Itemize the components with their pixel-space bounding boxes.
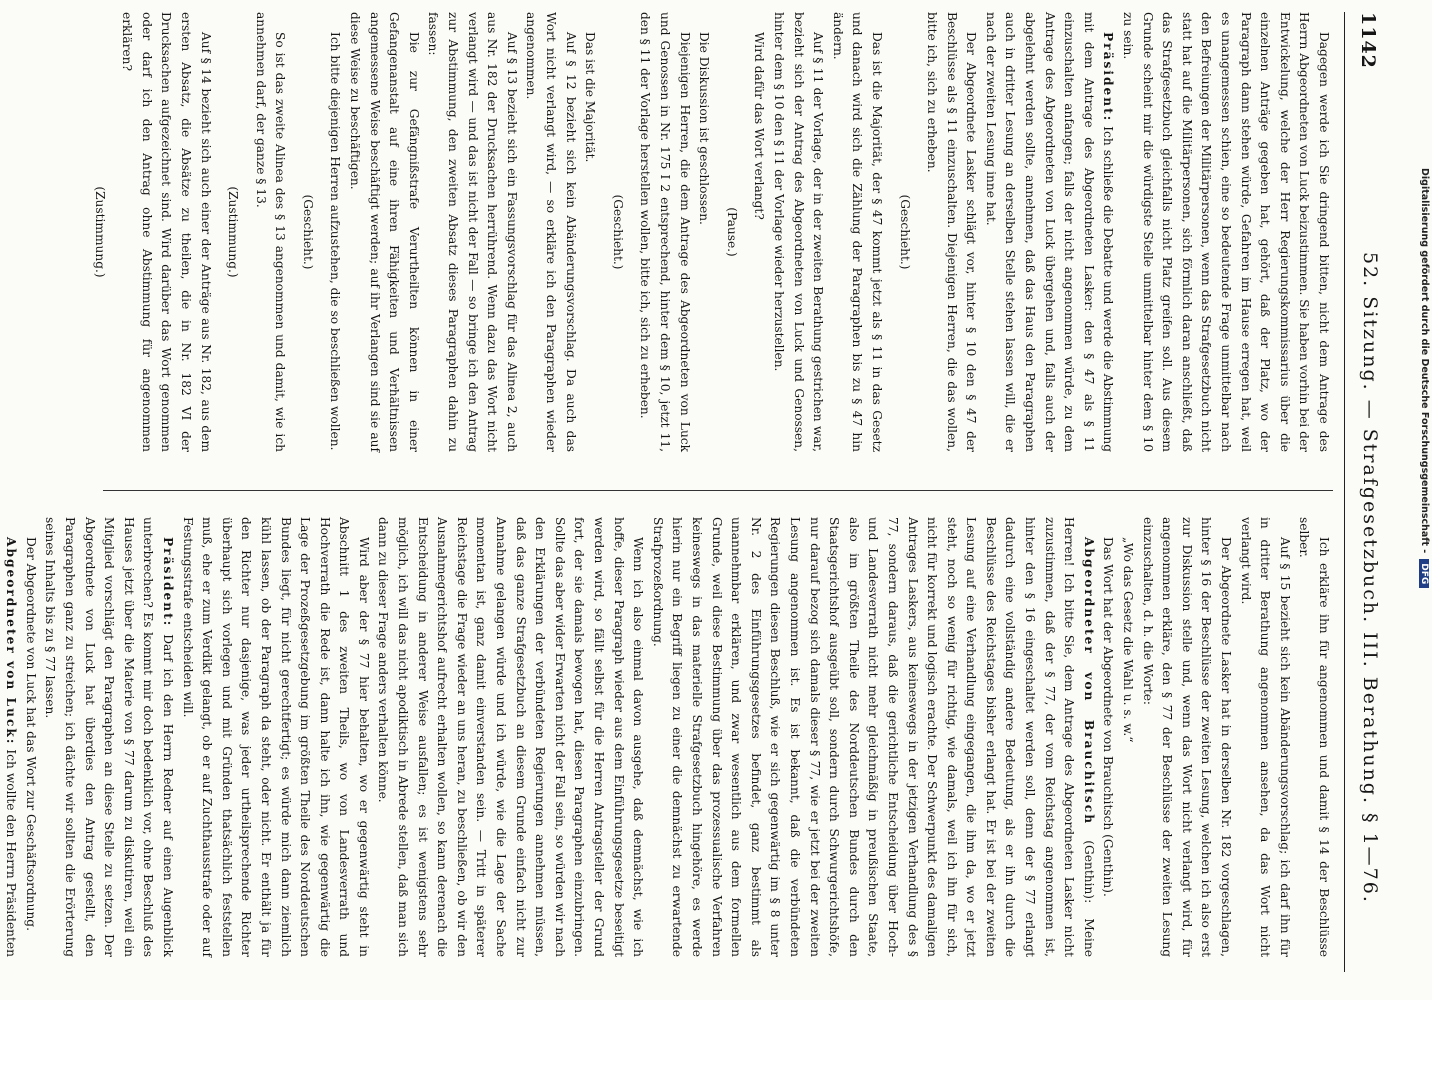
running-title: 52. Sitzung. — Strafgesetzbuch. III. Berathung. § 1—76. (1359, 252, 1381, 904)
paragraph (1235, 517, 1294, 957)
speaker-name: Präsident: (160, 537, 175, 628)
paragraph-text: Auf § 14 bezieht sich auch einer der Anträge aus Nr. 182, aus dem ersten Absatz, die Absätze zu theilen, die in Nr. 182 VI der Drucksachen aufgezeichnet sind. Wird darüber das Wort genommen oder darf ich den Antrag ohne Abstimmung für angenommen erklären? (120, 12, 213, 452)
paragraph (521, 12, 580, 452)
speaker-name: Abgeordneter von Luck: (4, 537, 19, 746)
paragraph-text: Der Abgeordnete Lasker hat in derselben Nr. 182 vorgeschlagen, hinter § 16 der Beschlüsse der zweiten Lesung, welchen ich also erst zur Diskussion stelle und, wenn das Wort nicht verlangt wird, für angenommen erkläre, den § 77 der Beschlüsse der zweiten Lesung einzuschalten, d. h. die Worte: (1140, 517, 1234, 957)
dfg-logo: DFG (1419, 559, 1429, 588)
right-column (4, 517, 1333, 958)
paragraph-text: Das ist die Majorität. (583, 32, 598, 163)
paragraph (635, 12, 694, 452)
paragraph-text: Ich bitte diejenigen Herren aufzustehen, die so beschließen wollen. (328, 32, 343, 451)
paragraph (177, 517, 373, 957)
paragraph-text: (Zustimmung.) (92, 186, 107, 278)
speaker-name: Abgeordneter von Brauchitsch (1081, 537, 1096, 826)
paragraph-text: Auf § 13 bezieht sich ein Fassungsvorschlag für das Alinea 2, auch aus Nr. 182 der Drucksachen herrührend. Wenn dazu das Wort nicht verlangt wird — und das ist nicht der Fall — so bringe ich den Antrag zur Abstimmung, den zweiten Absatz dieses Paragraphen dahin zu fassen: (426, 12, 519, 452)
paragraph-text: Der Abgeordnete Lasker schlägt vor, hinter § 10 den § 47 der Beschlüsse als § 11 einzuschalten. Diejenigen Herren, die das wollen, bitte ich, sich zu erheben. (925, 12, 979, 452)
paragraph-text: Das Wort hat der Abgeordnete von Brauchitsch (Genthin). (1101, 537, 1116, 897)
paragraph-text: Ich schließe die Debatte und werde die Abstimmung mit dem Antrage des Abgeordneten Lasker: den § 47 als § 11 einzuschalten anfangen; falls der nicht angenommen würde, zu dem Antrage des Abgeordneten von Luck übergehen und, falls auch der abgelehnt werden sollte, annehmen, daß das Haus den Paragraphen auch in dritter Lesung an derselben Stelle stehen lassen will, die er nach der zweiten Lesung inne hat. (983, 12, 1116, 452)
paragraph (20, 517, 40, 957)
paragraph-text: Wird dafür das Wort verlangt? (752, 32, 767, 220)
paragraph (373, 517, 647, 957)
paragraph (694, 12, 714, 452)
paragraph (0, 517, 20, 957)
stage-direction (894, 12, 914, 452)
paragraph-text: Der Abgeordnete von Luck hat das Wort zur Geschäftsordnung. (23, 537, 38, 931)
paragraph (749, 12, 769, 452)
paragraph-text: Auf § 15 bezieht sich kein Abänderungsvorschlag; ich darf ihn für in dritter Berathung angenommen ansehen, da das Wort nicht verlangt wird. (1238, 517, 1292, 957)
paragraph-text: (Zustimmung.) (226, 186, 241, 278)
paragraph-text: Die Diskussion ist geschlossen. (697, 32, 712, 225)
paragraph (922, 12, 981, 452)
paragraph (768, 12, 827, 452)
left-column (83, 12, 1333, 452)
paragraph (345, 12, 423, 452)
paragraph (647, 517, 1098, 957)
paragraph (1098, 517, 1118, 957)
paragraph (1117, 12, 1333, 452)
stage-direction (721, 12, 741, 452)
paragraph-text: Dagegen werde ich Sie dringend bitten, nicht dem Antrage des Herrn Abgeordneten von Luck beizustimmen. Sie haben vorhin bei der Entwickelung, welche der Herr Regierungskommissarius über die einzelnen Anträge gegeben hat, gehört, daß der Platz, wo der Paragraph dann stehen würde, Gefahren im Hause erregen hat, weil es unangemessen schien, eine so bedeutende Frage unmittelbar nach den Befreiungen der Militärpersonen, wenn das Strafgesetzbuch nicht statt hat auf die Militärpersonen, sich förmlich daran anschließt, daß das Strafgesetzbuch gleichfalls nicht Platz greifen soll. Aus diesem Grunde scheint mir die würdigste Stelle unmittelbar hinter dem § 10 zu sein. (1121, 12, 1331, 452)
paragraph (117, 12, 215, 452)
paragraph-text: Darf ich den Herrn Redner auf einen Augenblick unterbrechen? Es kommt mir doch bedenklich vor, ohne Beschluß des Hauses jetzt über die Materie von § 77 darum zu diskutiren, weil ein Mitglied vorschlägt den Paragraphen an diese Stelle zu setzen. Der Abgeordnete von Luck hat überdies den Antrag gestellt, den Paragraphen ganz zu streichen; ich dächte wir sollten die Erörterung seines Inhalts bis zu § 77 lassen. (43, 517, 175, 958)
page-header (1344, 12, 1385, 972)
paragraph-text: Ich wollte den Herrn Präsidenten (4, 749, 19, 957)
footer-text: Digitalisierung gefördert durch die Deutsche Forschungsgemeinschaft - (1419, 168, 1430, 554)
stage-direction (297, 12, 317, 452)
paragraph-text: (Geschieht.) (897, 194, 912, 270)
paragraph-text: Wenn ich also einmal davon ausgehe, daß demnächst, wie ich hoffe, dieser Paragraph wieder aus dem Einführungsgesetze beseitigt werden wird, so fällt selbst für die Herren Antragsteller der Grund fort, der sie damals bewogen hat, diesen Paragraphen einzubringen. Sollte das aber wider Erwarten nicht der Fall sein, so würden wir nach den Erklärungen der verbündeten Regierungen annehmen müssen, daß das ganze Strafgesetzbuch an diesem Grunde einfach nicht zur Annahme gelangen würde und ich würde, wie die Lage der Sache momentan ist, ganz damit einverstanden sein. — Tritt in späterer Reichstage die Frage wieder an uns heran, zu beschließen, ob wir den Ausnahmegerichtshof aufrecht erhalten wollen, so kann derenach die Entscheidung in anderer Weise ausfallen; es ist wenigstens sehr möglich, ich will das nicht apodiktisch in Abrede stellen, daß man sich dann zu dieser Frage anders verhalten könne. (376, 517, 646, 957)
digitization-footer (1412, 168, 1430, 1068)
paragraph (580, 12, 600, 452)
paragraph-text: Auf § 11 der Vorlage, der in der zweiten Berathung gestrichen war, bezieht sich der Antrag des Abgeordneten von Luck und Genossen, hinter dem § 10 den § 11 der Vorlage wieder herzustellen. (771, 12, 826, 452)
stage-direction (223, 12, 243, 452)
paragraph (1137, 517, 1235, 957)
paragraph (827, 12, 886, 452)
paragraph-text: Die zur Gefängnißstrafe Verurtheilten können in einer Gefangenanstalt auf eine ihren Fähigkeiten und Verhältnissen angemessene Weise beschäftigt werden; auf ihr Verlangen sind sie auf diese Weise zu beschäftigen. (348, 12, 421, 452)
stage-direction (89, 12, 109, 452)
paragraph-text: (Geschieht.) (610, 194, 625, 270)
paragraph (980, 12, 1117, 452)
column-divider (103, 490, 1333, 491)
paragraph (40, 517, 177, 957)
paragraph-text: So ist das zweite Alinea des § 13 angenommen und damit, wie ich annehmen darf, der ganze § 13. (253, 12, 288, 452)
paragraph-text: Diejenigen Herren, die dem Antrage des Abgeordneten von Luck und Genossen in Nr. 175 I 2 entsprechend, hinter dem § 10, jetzt 11, den § 11 der Vorlage herstellen wollen, bitte ich, sich zu erheben. (638, 12, 692, 452)
stage-direction (607, 12, 627, 452)
paragraph-text: Ich erkläre ihn für angenommen und damit § 14 der Beschlüsse selber. (1297, 517, 1331, 957)
paragraph-text: Auf § 12 bezieht sich kein Abänderungsvorschlag. Da auch das Wort nicht verlangt wird, — so erkläre ich den Paragraphen wieder angenommen. (524, 12, 578, 452)
page-number: 1142 (1357, 12, 1379, 69)
paragraph-text: „Wo das Gesetz die Wahl u. s. w.“ (1121, 537, 1136, 743)
paragraph-text: Wird aber der § 77 hier behalten, wo er gegenwärtig steht in Abschnitt 1 des zweiten Theils, wo von Landesverrath und Hochverrath die Rede ist, dann halte ich ihn, wie gegenwärtig die Lage der Prozeßgesetzgebung im größten Theile des Norddeutschen Bundes liegt, für nicht gerechtfertigt; es würde mich dann ziemlich kühl lassen, ob der Paragraph da steht, oder nicht. Er enthält ja für den Richter nur dasjenige, was jeder urtheilsprechende Richter überhaupt sich vorlegen und mit Gründen thatsächlich feststellen muß, ehe er zum Verdikt gelangt, ob er auf Zuchthausstrafe oder auf Festungsstrafe entscheiden will. (180, 517, 371, 957)
paragraph-text: Das ist die Majorität, der § 47 kommt jetzt als § 11 in das Gesetz und danach wird sich die Zählung der Paragraphen bis zu § 47 hin ändern. (830, 12, 884, 452)
paragraph (325, 12, 345, 452)
paragraph-text: (Geschieht.) (300, 194, 315, 270)
paragraph-text: (Genthin): Meine Herren! Ich bitte Sie, dem Antrage des Abgeordneten Lasker nicht zuzustimmen, daß der § 77, der vom Reichstag angenommen ist, hinter den § 16 eingeschaltet werden soll, denn der § 77 erlangt dadurch eine vollständig andere Bedeutung, als er ihn durch die Beschlüsse des Reichstages bisher erlangt hat. Er ist bei der zweiten Lesung auf eine Verhandlung eingegangen, die ihm da, wo er jetzt steht, noch so wenig für richtig, wie damals, weil ich ihn für sich, nicht für korrekt und logisch erachte. Der Schwerpunkt des damaligen Antrages Laskers, aus keineswegs in der jetzigen Verhandlung des § 77, sondern daraus, daß die gerichtliche Entscheidung über Hoch- und Landesverrath nicht mehr gleichmäßig in preußischen Staate, also im größten Theile des Norddeutschen Bundes durch den Staatsgerichtshof ausgeübt soll, sondern durch Schwurgerichtshöfe, nur darauf bezog sich damals dieser § 77, wie er jetzt bei der zweiten Lesung angenommen ist. Es ist bekannt, daß die verbündeten Regierungen diesen Beschluß, wie er sich gegenwärtig im § 8 unter Nr. 2 des Einführungsgesetzes befindet, ganz bestimmt als unannehmbar erklären, und zwar wesentlich aus dem formellen Grunde, weil diese Bestimmung über das prozessualische Verfahren keineswegs in das materielle Strafgesetzbuch hingehöre, es werde hierin nur ein Begriff liegen zu einer die demnächst zu erwartende Strafprozeßordnung. (650, 517, 1096, 958)
paragraph-text: (Pause.) (724, 207, 739, 257)
speaker-name: Präsident: (1101, 32, 1116, 123)
rotated-page (4, 12, 1385, 972)
paragraph (423, 12, 521, 452)
paragraph (250, 12, 289, 452)
paragraph (1294, 517, 1333, 957)
paragraph (1117, 517, 1137, 957)
